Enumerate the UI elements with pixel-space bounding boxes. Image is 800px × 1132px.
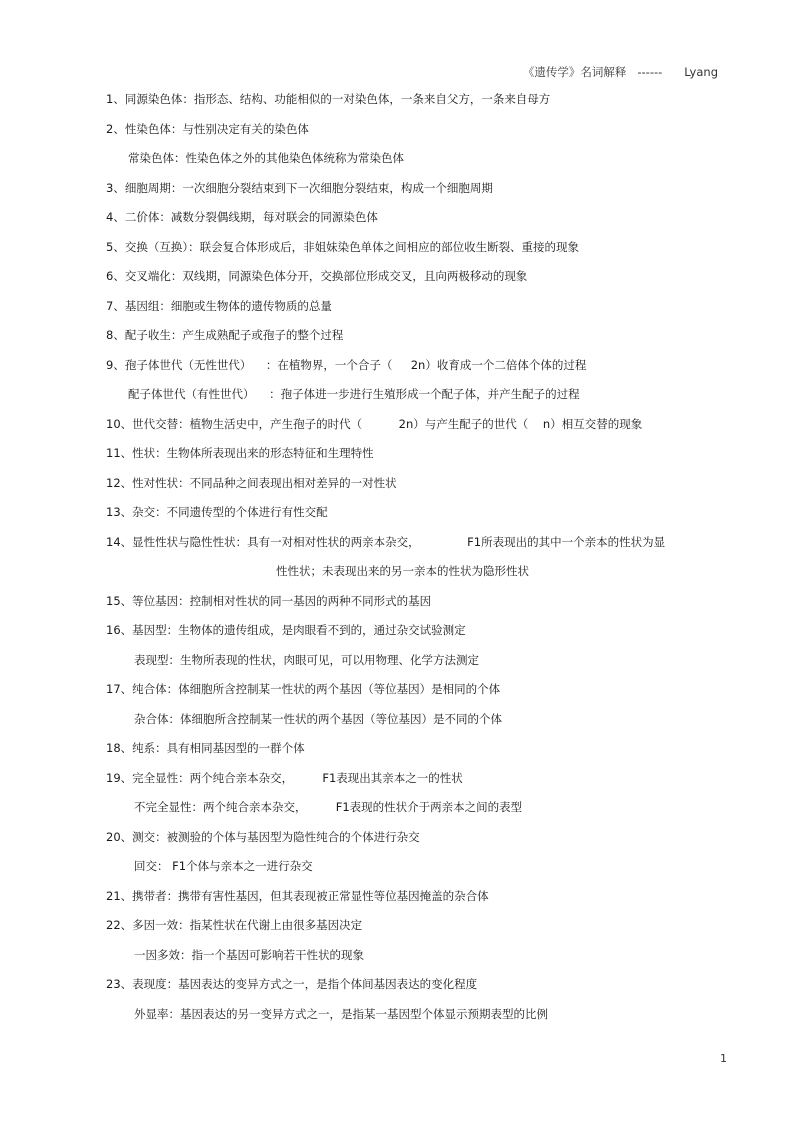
glossary-line: 15、等位基因：控制相对性状的同一基因的两种不同形式的基因 bbox=[106, 593, 432, 608]
glossary-list bbox=[106, 89, 746, 1033]
glossary-line: 6、交叉端化：双线期，同源染色体分开，交换部位形成交叉，且向两极移动的现象 bbox=[106, 269, 528, 283]
glossary-line: 14、显性性状与隐性性状：具有一对相对性状的两亲本杂交， F1所表现出的其中一个亲本的性状为显 bbox=[106, 534, 666, 549]
glossary-line: 22、多因一效：指某性状在代谢上由很多基因决定 bbox=[106, 918, 363, 932]
glossary-line: 10、世代交替：植物生活史中，产生孢子的时代（ 2n）与产生配子的世代（ n）相互交替的现象 bbox=[106, 416, 643, 431]
glossary-line: 11、性状：生物体所表现出来的形态特征和生理特性 bbox=[106, 446, 374, 460]
glossary-line: 23、表现度：基因表达的变异方式之一，是指个体间基因表达的变化程度 bbox=[106, 977, 478, 991]
glossary-line: 杂合体：体细胞所含控制某一性状的两个基因（等位基因）是不同的个体 bbox=[134, 711, 502, 726]
page-header: 《遗传学》名词解释 ------ Lyang bbox=[522, 65, 718, 79]
glossary-line: 不完全显性：两个纯合亲本杂交， F1表现的性状介于两亲本之间的表型 bbox=[134, 800, 523, 814]
glossary-line: 8、配子收生：产生成熟配子或孢子的整个过程 bbox=[106, 328, 344, 342]
glossary-line: 13、杂交：不同遗传型的个体进行有性交配 bbox=[106, 505, 328, 519]
glossary-line: 4、二价体：减数分裂偶线期，每对联会的同源染色体 bbox=[106, 210, 378, 224]
glossary-line: 常染色体：性染色体之外的其他染色体统称为常染色体 bbox=[128, 151, 404, 165]
glossary-line: 7、基因组：细胞或生物体的遗传物质的总量 bbox=[106, 298, 332, 313]
glossary-line: 回交： F1个体与亲本之一进行杂交 bbox=[134, 859, 313, 873]
glossary-line: 17、纯合体：体细胞所含控制某一性状的两个基因（等位基因）是相同的个体 bbox=[106, 682, 501, 696]
glossary-line: 20、测交：被测验的个体与基因型为隐性纯合的个体进行杂交 bbox=[106, 829, 420, 844]
glossary-line: 3、细胞周期：一次细胞分裂结束到下一次细胞分裂结束，构成一个细胞周期 bbox=[106, 180, 493, 195]
glossary-line: 12、性对性状：不同品种之间表现出相对差异的一对性状 bbox=[106, 475, 397, 490]
glossary-line: 5、交换（互换）：联会复合体形成后，非姐妹染色单体之间相应的部位收生断裂、重接的现象 bbox=[106, 239, 580, 254]
page-number: 1 bbox=[720, 1052, 727, 1065]
glossary-line: 19、完全显性：两个纯合亲本杂交， F1表现出其亲本之一的性状 bbox=[106, 770, 463, 785]
glossary-line: 16、基因型：生物体的遗传组成，是肉眼看不到的，通过杂交试验测定 bbox=[106, 623, 466, 637]
glossary-line: 配子体世代（有性世代） ：孢子体进一步进行生殖形成一个配子体，并产生配子的过程 bbox=[128, 387, 580, 401]
glossary-line: 性性状；未表现出来的另一亲本的性状为隐形性状 bbox=[276, 564, 529, 578]
glossary-line: 表现型：生物所表现的性状，肉眼可见，可以用物理、化学方法测定 bbox=[134, 652, 479, 667]
glossary-line: 1、同源染色体：指形态、结构、功能相似的一对染色体，一条来自父方，一条来自母方 bbox=[106, 92, 551, 106]
glossary-line: 9、孢子体世代（无性世代） ：在植物界，一个合子（ 2n）收育成一个二倍体个体的过程 bbox=[106, 357, 587, 372]
glossary-line: 一因多效：指一个基因可影响若干性状的现象 bbox=[134, 947, 364, 962]
glossary-line: 2、性染色体：与性别决定有关的染色体 bbox=[106, 121, 309, 136]
glossary-line: 21、携带者：携带有害性基因，但其表现被正常显性等位基因掩盖的杂合体 bbox=[106, 888, 489, 903]
glossary-line: 外显率：基因表达的另一变异方式之一，是指某一基因型个体显示预期表型的比例 bbox=[134, 1006, 548, 1021]
glossary-line: 18、纯系：具有相同基因型的一群个体 bbox=[106, 741, 305, 755]
